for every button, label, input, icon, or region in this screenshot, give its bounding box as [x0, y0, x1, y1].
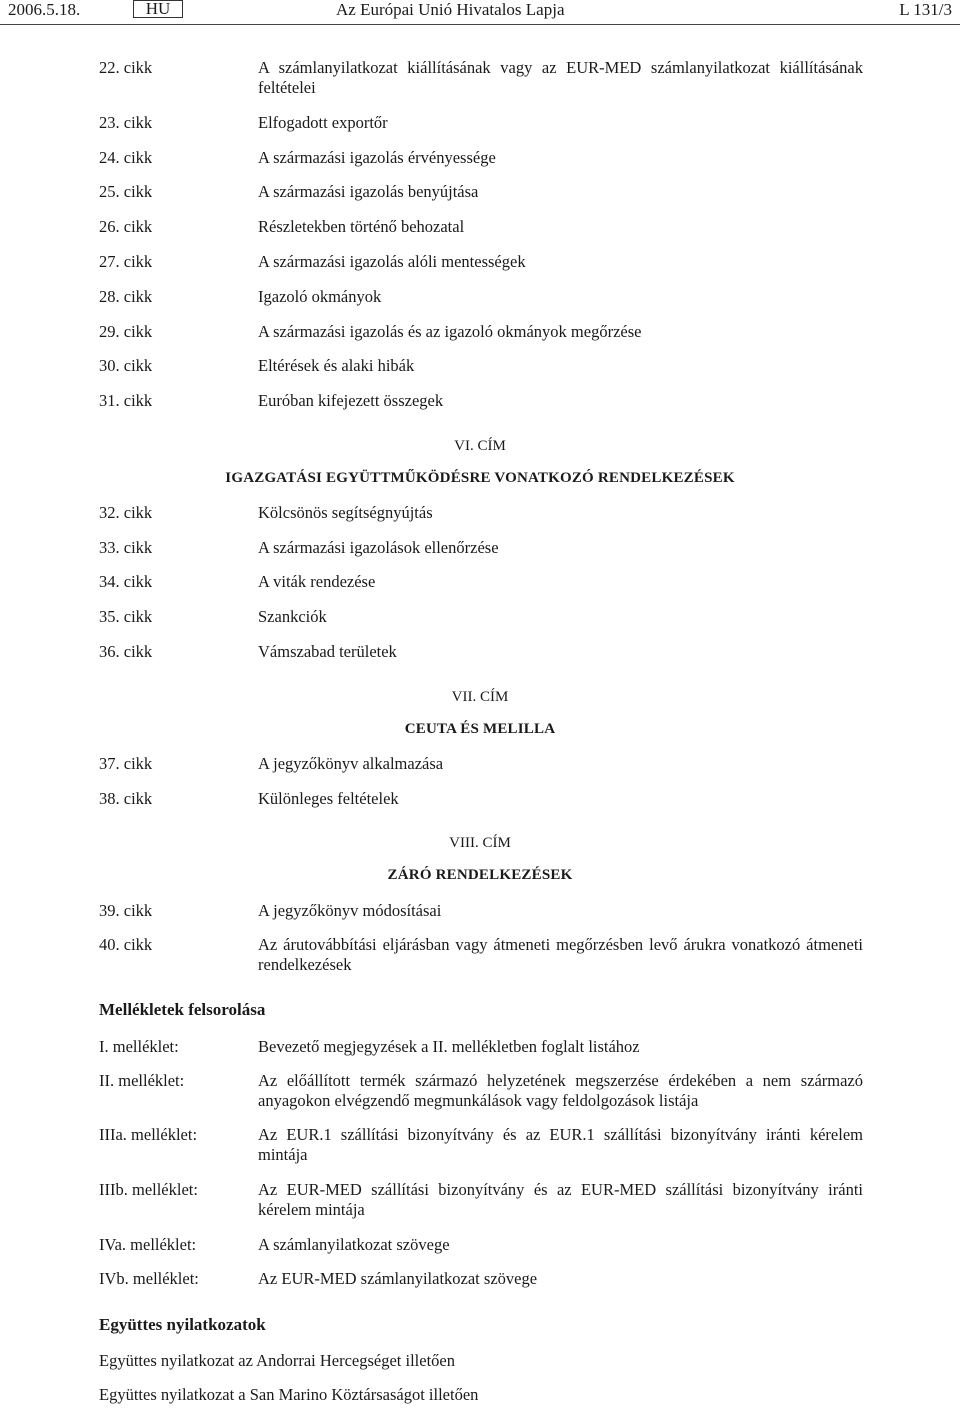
article-title: Euróban kifejezett összegek — [258, 391, 444, 410]
journal-title: Az Európai Unió Hivatalos Lapja — [336, 0, 565, 19]
article-number: 29. cikk — [99, 322, 153, 341]
article-title: A viták rendezése — [258, 572, 376, 591]
annex-title: Az EUR-MED szállítási bizonyítvány és az EUR-MED szállítási bizonyítvány iránti kérelem mintája — [258, 1180, 863, 1219]
article-number: 38. cikk — [99, 789, 153, 808]
article-title: Kölcsönös segítségnyújtás — [258, 503, 433, 522]
annex-title: Bevezető megjegyzések a II. mellékletben foglalt listához — [258, 1037, 640, 1056]
part-title: ZÁRÓ RENDELKEZÉSEK — [387, 867, 573, 883]
annex-number: IIIa. melléklet: — [99, 1125, 198, 1144]
page-header — [0, 0, 960, 24]
part-number: VII. CÍM — [451, 689, 509, 705]
annex-title: A számlanyilatkozat szövege — [258, 1235, 450, 1254]
article-number: 26. cikk — [99, 217, 153, 236]
annexes-heading: Mellékletek felsorolása — [99, 1000, 266, 1019]
annex-title: Az előállított termék származó helyzetének megszerzése érdekében a nem származó anyagokon elvégzendő megmunkálások vagy feldolgozások listája — [258, 1071, 863, 1110]
article-number: 27. cikk — [99, 252, 153, 271]
article-number: 35. cikk — [99, 607, 153, 626]
article-title: A származási igazolás érvényessége — [258, 148, 496, 167]
part-title: CEUTA ÉS MELILLA — [404, 721, 556, 737]
page-reference: L 131/3 — [899, 0, 952, 19]
article-number: 22. cikk — [99, 58, 153, 77]
article-title: Részletekben történő behozatal — [258, 217, 465, 236]
article-title: A származási igazolás benyújtása — [258, 182, 479, 201]
article-number: 39. cikk — [99, 901, 153, 920]
annex-number: IVa. melléklet: — [99, 1235, 197, 1254]
part-title: IGAZGATÁSI EGYÜTTMŰKÖDÉSRE VONATKOZÓ RENDELKEZÉSEK — [225, 470, 735, 486]
article-title: A jegyzőkönyv alkalmazása — [258, 754, 444, 773]
article-title: A jegyzőkönyv módosításai — [258, 901, 442, 920]
article-title: Eltérések és alaki hibák — [258, 356, 415, 375]
joint-declaration-item: Együttes nyilatkozat a San Marino Köztársaságot illetően — [99, 1385, 479, 1404]
annex-title: Az EUR-MED számlanyilatkozat szövege — [258, 1269, 538, 1288]
article-number: 25. cikk — [99, 182, 153, 201]
joint-declaration-item: Együttes nyilatkozat az Andorrai Hercegséget illetően — [99, 1351, 455, 1370]
article-number: 32. cikk — [99, 503, 153, 522]
article-title: Elfogadott exportőr — [258, 113, 388, 132]
article-title: Szankciók — [258, 607, 327, 626]
article-number: 36. cikk — [99, 642, 153, 661]
article-title: Az árutovábbítási eljárásban vagy átmeneti megőrzésben levő árukra vonatkozó átmeneti rendelkezések — [258, 935, 863, 974]
joint-declarations-heading: Együttes nyilatkozatok — [99, 1315, 266, 1334]
annex-number: I. melléklet: — [99, 1037, 179, 1056]
article-number: 28. cikk — [99, 287, 153, 306]
article-title: A származási igazolás alóli mentességek — [258, 252, 526, 271]
article-number: 23. cikk — [99, 113, 153, 132]
article-number: 24. cikk — [99, 148, 153, 167]
article-title: Igazoló okmányok — [258, 287, 382, 306]
article-number: 30. cikk — [99, 356, 153, 375]
header-rule — [0, 24, 960, 25]
article-title: Különleges feltételek — [258, 789, 399, 808]
annex-number: IIIb. melléklet: — [99, 1180, 198, 1199]
article-title: Vámszabad területek — [258, 642, 397, 661]
publication-date: 2006.5.18. — [8, 0, 81, 19]
article-number: 40. cikk — [99, 935, 153, 954]
language-badge: HU — [133, 0, 183, 18]
article-number: 31. cikk — [99, 391, 153, 410]
article-title: A számlanyilatkozat kiállításának vagy az EUR-MED számlanyilatkozat kiállításának feltételei — [258, 58, 863, 97]
article-number: 37. cikk — [99, 754, 153, 773]
part-number: VI. CÍM — [454, 438, 506, 454]
article-title: A származási igazolások ellenőrzése — [258, 538, 499, 557]
article-number: 34. cikk — [99, 572, 153, 591]
article-number: 33. cikk — [99, 538, 153, 557]
annex-number: II. melléklet: — [99, 1071, 185, 1090]
annex-title: Az EUR.1 szállítási bizonyítvány és az EUR.1 szállítási bizonyítvány iránti kérelem mintája — [258, 1125, 863, 1164]
annex-number: IVb. melléklet: — [99, 1269, 199, 1288]
part-number: VIII. CÍM — [449, 835, 511, 851]
article-title: A származási igazolás és az igazoló okmányok megőrzése — [258, 322, 642, 341]
